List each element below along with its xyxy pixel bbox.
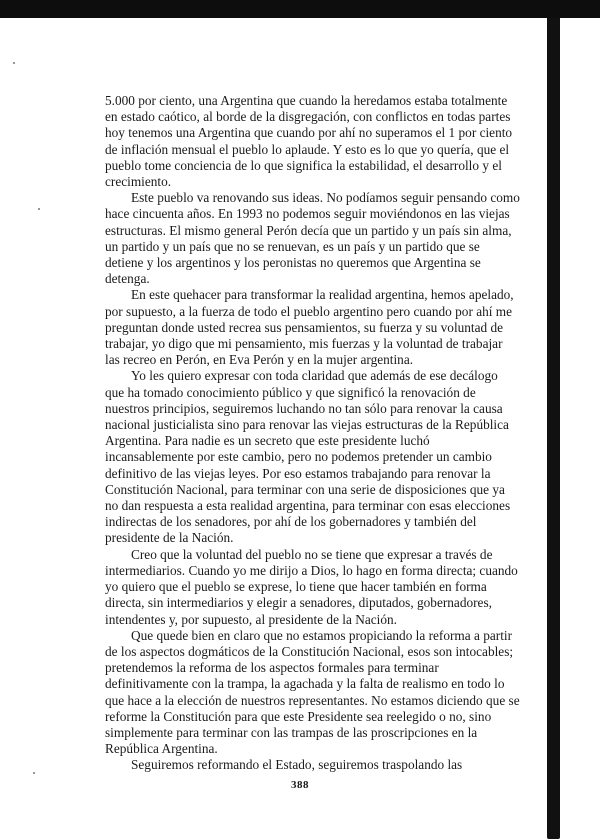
paragraph: 5.000 por ciento, una Argentina que cuando la heredamos estaba totalmente en estado caótico, al borde de la disgregación, con conflictos en todas partes hoy tenemos una Argentina que cuando por ahí no superamos el 1 por ciento de inflación mensual el pueblo lo aplaude. Y esto es lo que yo quería, que el pueblo tome conciencia de lo que significa la estabilidad, el desarrollo y el crecimiento. (105, 93, 513, 190)
document-body (105, 93, 520, 774)
paragraph: Que quede bien en claro que no estamos propiciando la reforma a partir de los aspectos dogmáticos de la Constitución Nacional, esos son intocables; pretendemos la reforma de los aspectos formales para terminar definitivamente con la trampa, la agachada y la falta de realismo en todo lo que hace a la elección de nuestros representantes. No estamos diciendo que se reforme la Constitución para que este Presidente sea reelegido o no, sino simplemente para terminar con las trampas de las proscripciones en la República Argentina. (105, 627, 520, 757)
scan-speck (38, 208, 40, 210)
scan-speck (13, 62, 15, 64)
paragraph: Yo les quiero expresar con toda claridad que además de ese decálogo que ha tomado conocimiento público y que significó la renovación de nuestros principios, seguiremos luchando no tan sólo para renovar la causa nacional justicialista sino para renovar las viejas estructuras de la República Argentina. Para nadie es un secreto que este presidente luchó incansablemente por este cambio, pero no podemos pretender un cambio definitivo de las viejas leyes. Por eso estamos trabajando para renovar la Constitución Nacional, para terminar con una serie de disposiciones que ya no dan respuesta a esta realidad argentina, para terminar con esas elecciones indirectas de los senadores, por ahí de los gobernadores y también del presidente de la Nación. (105, 368, 511, 546)
page-number: 388 (291, 779, 309, 791)
paragraph: En este quehacer para transformar la realidad argentina, hemos apelado, por supuesto, a la fuerza de todo el pueblo argentino pero cuando por ahí me preguntan donde usted recrea sus pensamientos, su fuerza y su voluntad de trabajar, yo digo que mi pensamiento, mis fuerzas y la voluntad de trabajar las recreo en Perón, en Eva Perón y en la mujer argentina. (105, 287, 514, 368)
paragraph: Creo que la voluntad del pueblo no se tiene que expresar a través de intermediarios. Cuando yo me dirijo a Dios, lo hago en forma directa; cuando yo quiero que el pueblo se exprese, lo tiene que hacer también en forma directa, sin intermediarios y elegir a senadores, diputados, gobernadores, intendentes y, por supuesto, al presidente de la Nación. (105, 546, 518, 627)
scan-speck (33, 772, 35, 774)
paragraph: Este pueblo va renovando sus ideas. No podíamos seguir pensando como hace cincuenta años. En 1993 no podemos seguir moviéndonos en las viejas estructuras. El mismo general Perón decía que un partido y un país sin alma, un partido y un país que no se renuevan, es un país y un partido que se detiene y los argentinos y los peronistas no queremos que Argentina se detenga. (105, 190, 520, 287)
scan-top-border (0, 0, 600, 18)
paragraph: Seguiremos reformando el Estado, seguiremos traspolando las (131, 757, 463, 773)
scan-right-border (547, 18, 560, 839)
